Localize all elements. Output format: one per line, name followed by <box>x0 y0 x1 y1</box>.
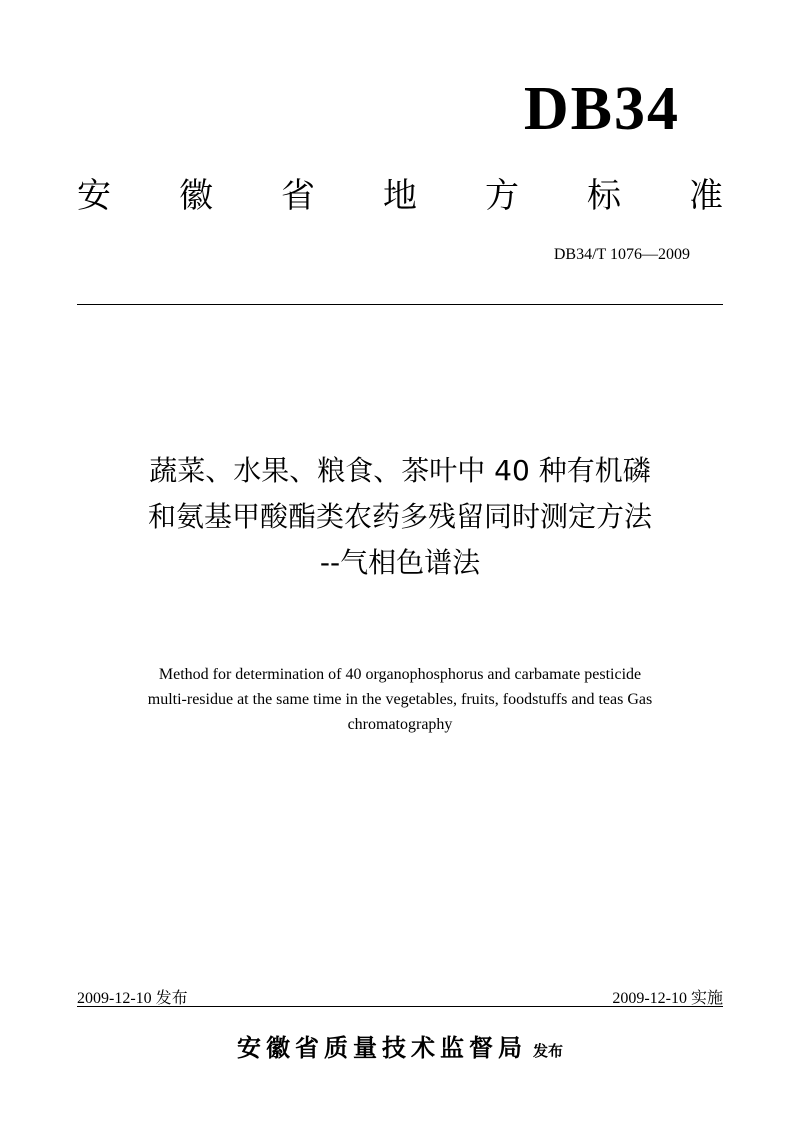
classification-char: 方 <box>485 176 519 216</box>
english-title-line: Method for determination of 40 organophosphorus and carbamate pesticide <box>158 666 642 683</box>
classification-char: 准 <box>689 176 723 216</box>
classification-char: 安 <box>77 176 111 216</box>
english-title-line: chromatography <box>347 716 453 733</box>
issuer-line <box>0 1028 800 1063</box>
footer-divider <box>77 1006 723 1007</box>
classification-char: 徽 <box>179 176 213 216</box>
implementation-date: 2009-12-10 实施 <box>612 990 723 1007</box>
chinese-title-line: --气相色谱法 <box>319 546 481 579</box>
header-divider <box>77 304 723 305</box>
chinese-title-line: 和氨基甲酸酯类农药多残留同时测定方法 <box>147 500 652 533</box>
publish-date: 2009-12-10 发布 <box>77 990 188 1007</box>
issuer-suffix: 发布 <box>532 1042 563 1060</box>
classification-char: 标 <box>587 176 621 216</box>
classification-char: 地 <box>383 176 417 216</box>
standard-number: DB34/T 1076—2009 <box>553 246 690 263</box>
chinese-title <box>40 448 760 586</box>
standard-classification <box>77 172 723 220</box>
english-title <box>80 662 720 737</box>
english-title-line: multi-residue at the same time in the vegetables, fruits, foodstuffs and teas Gas <box>147 691 653 708</box>
chinese-title-line: 蔬菜、水果、粮食、茶叶中 40 种有机磷 <box>149 454 651 487</box>
standard-code: DB34 <box>523 75 680 143</box>
issuing-authority: 安徽省质量技术监督局 <box>236 1034 527 1062</box>
classification-char: 省 <box>281 176 315 216</box>
